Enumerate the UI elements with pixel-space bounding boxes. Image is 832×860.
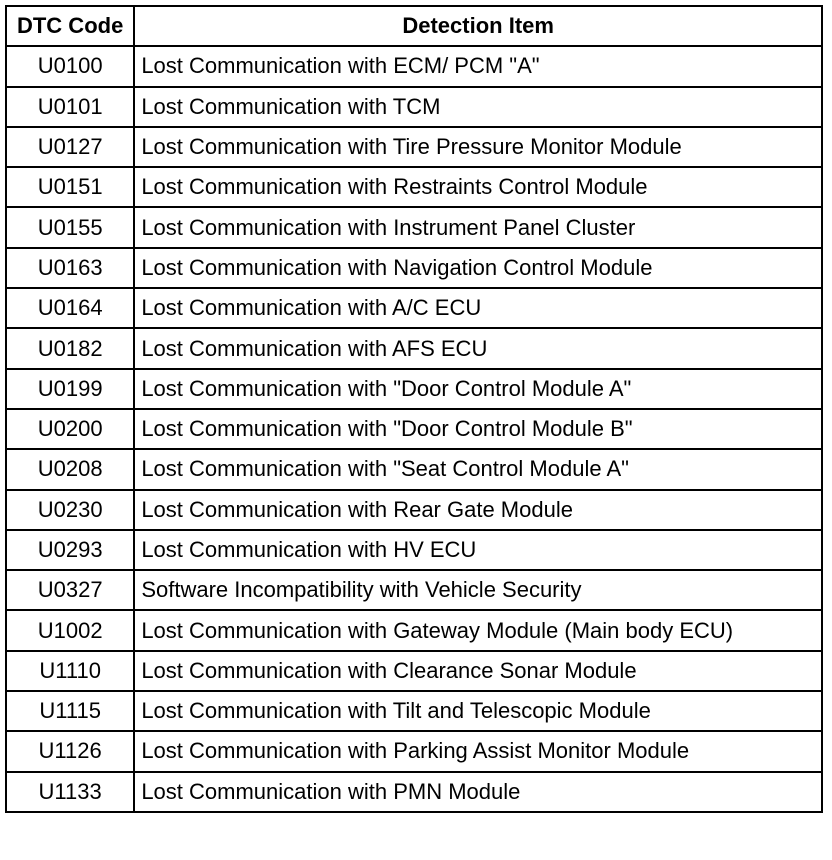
table-row [6, 530, 822, 570]
detection-item-cell: Lost Communication with "Door Control Module A" [134, 369, 822, 409]
detection-item-cell: Lost Communication with HV ECU [134, 530, 822, 570]
detection-item-cell: Lost Communication with Clearance Sonar Module [134, 651, 822, 691]
table-row [6, 207, 822, 247]
detection-item-cell: Lost Communication with Tire Pressure Monitor Module [134, 127, 822, 167]
header-detection-item: Detection Item [134, 6, 822, 46]
header-dtc-code: DTC Code [6, 6, 134, 46]
detection-item-cell: Lost Communication with Restraints Control Module [134, 167, 822, 207]
detection-item-cell: Lost Communication with AFS ECU [134, 328, 822, 368]
dtc-code-cell: U1133 [6, 772, 134, 812]
dtc-code-cell: U0155 [6, 207, 134, 247]
dtc-code-cell: U0230 [6, 490, 134, 530]
detection-item-cell: Lost Communication with "Door Control Module B" [134, 409, 822, 449]
detection-item-cell: Lost Communication with Navigation Control Module [134, 248, 822, 288]
dtc-code-cell: U0100 [6, 46, 134, 86]
table-body [6, 46, 822, 812]
table-row [6, 449, 822, 489]
detection-item-cell: Lost Communication with Parking Assist Monitor Module [134, 731, 822, 771]
table-row [6, 490, 822, 530]
table-row [6, 610, 822, 650]
detection-item-cell: Lost Communication with ECM/ PCM "A" [134, 46, 822, 86]
detection-item-cell: Lost Communication with Rear Gate Module [134, 490, 822, 530]
detection-item-cell: Lost Communication with A/C ECU [134, 288, 822, 328]
table-row [6, 409, 822, 449]
table-row [6, 651, 822, 691]
dtc-code-cell: U0151 [6, 167, 134, 207]
dtc-code-cell: U0182 [6, 328, 134, 368]
dtc-code-cell: U0208 [6, 449, 134, 489]
dtc-code-cell: U0163 [6, 248, 134, 288]
detection-item-cell: Software Incompatibility with Vehicle Security [134, 570, 822, 610]
detection-item-cell: Lost Communication with Instrument Panel Cluster [134, 207, 822, 247]
dtc-code-cell: U0164 [6, 288, 134, 328]
table-row [6, 369, 822, 409]
table-row [6, 288, 822, 328]
detection-item-cell: Lost Communication with Gateway Module (Main body ECU) [134, 610, 822, 650]
dtc-code-cell: U0101 [6, 87, 134, 127]
dtc-code-cell: U1002 [6, 610, 134, 650]
dtc-code-cell: U0127 [6, 127, 134, 167]
table-row [6, 127, 822, 167]
dtc-table [5, 5, 823, 813]
table-row [6, 731, 822, 771]
table-row [6, 772, 822, 812]
detection-item-cell: Lost Communication with TCM [134, 87, 822, 127]
dtc-code-cell: U1115 [6, 691, 134, 731]
header-row [6, 6, 822, 46]
dtc-code-cell: U0327 [6, 570, 134, 610]
dtc-code-cell: U0293 [6, 530, 134, 570]
table-row [6, 167, 822, 207]
table-row [6, 328, 822, 368]
table-row [6, 87, 822, 127]
dtc-code-cell: U1110 [6, 651, 134, 691]
table-row [6, 46, 822, 86]
dtc-code-cell: U1126 [6, 731, 134, 771]
dtc-code-cell: U0199 [6, 369, 134, 409]
detection-item-cell: Lost Communication with PMN Module [134, 772, 822, 812]
table-header [6, 6, 822, 46]
dtc-code-cell: U0200 [6, 409, 134, 449]
table-row [6, 570, 822, 610]
detection-item-cell: Lost Communication with "Seat Control Module A" [134, 449, 822, 489]
detection-item-cell: Lost Communication with Tilt and Telescopic Module [134, 691, 822, 731]
table-row [6, 248, 822, 288]
table-row [6, 691, 822, 731]
